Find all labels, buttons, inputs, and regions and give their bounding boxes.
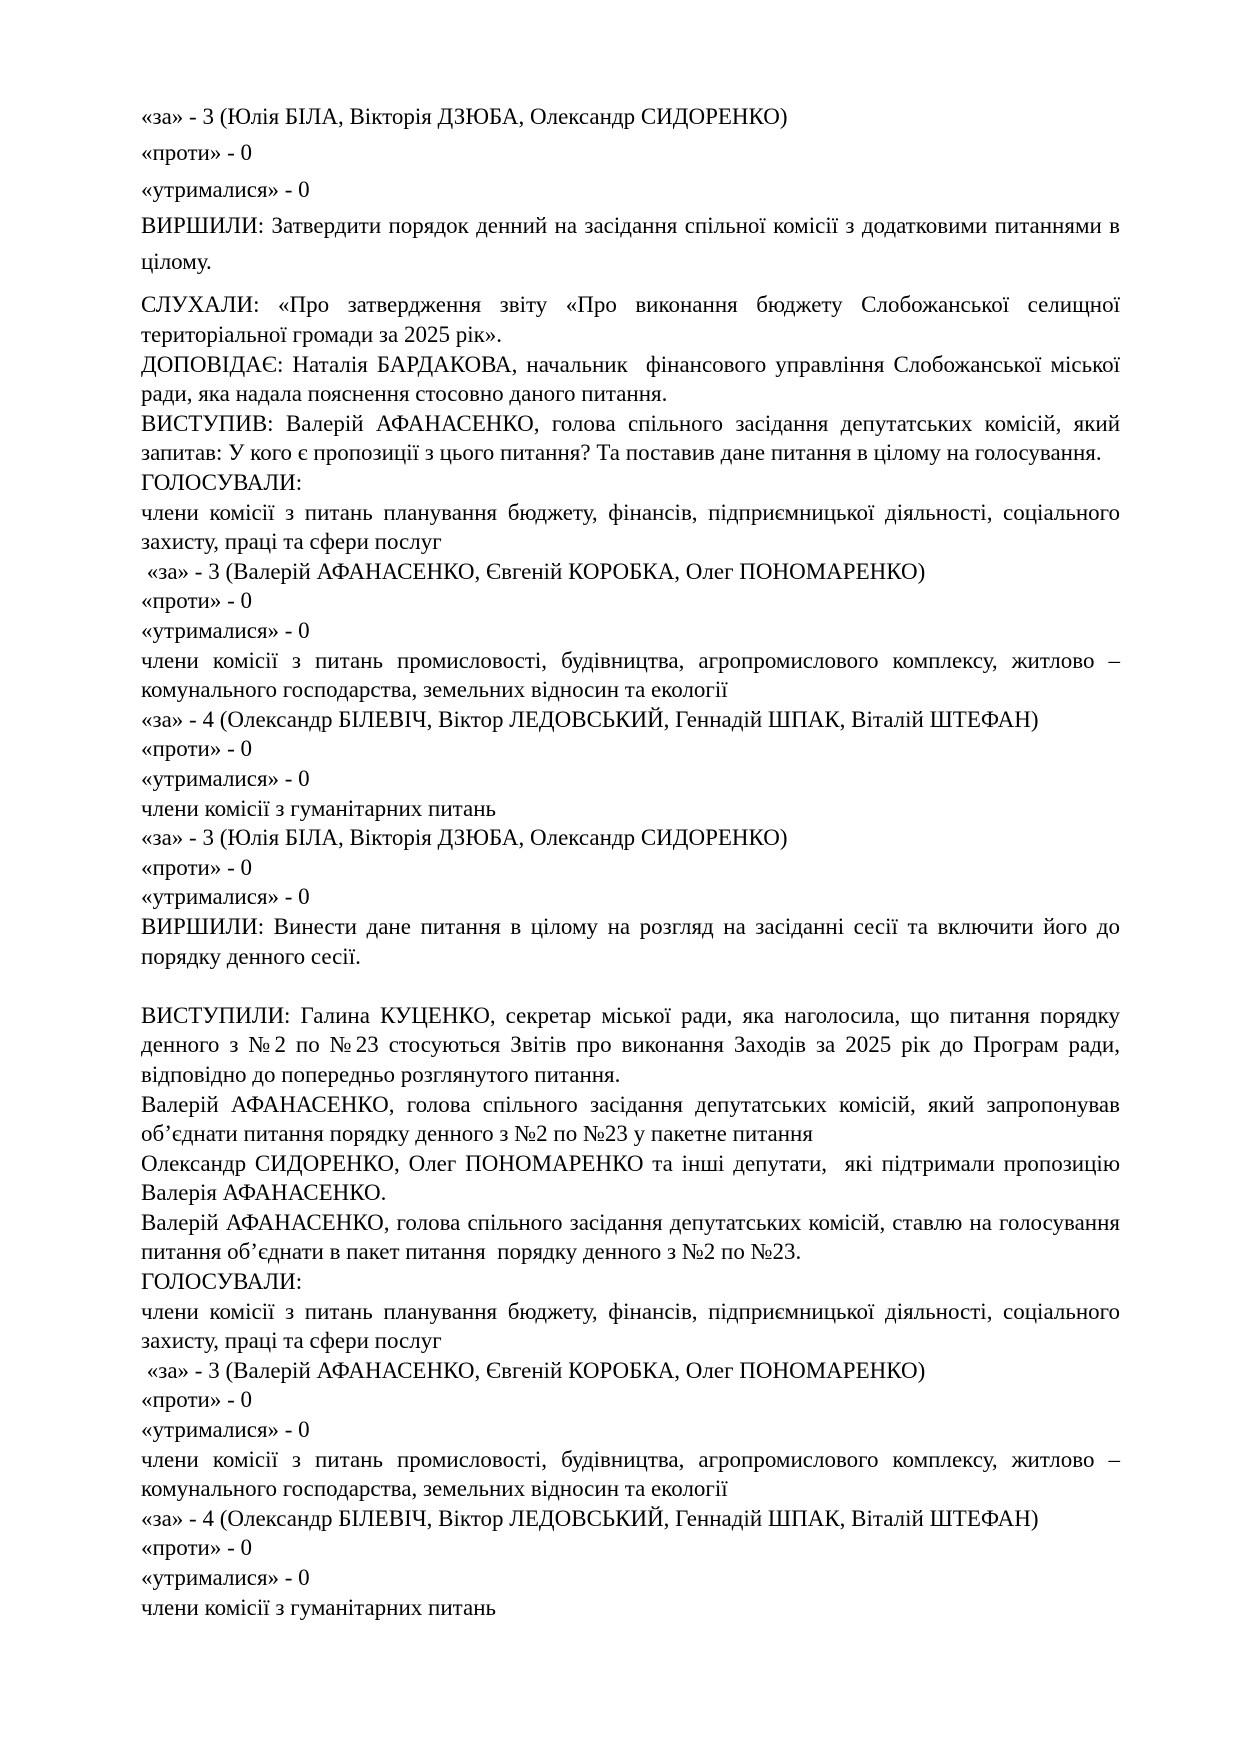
item2-commission-industry-line: члени комісії з питань промисловості, будівництва, агропромислового комплексу, житлово – комунального господарства, земельних відносин та екології bbox=[141, 1446, 1126, 1502]
agenda-vote-section bbox=[141, 99, 1126, 280]
item1-humanitarian-vote-proty-line: «проти» - 0 bbox=[141, 854, 253, 880]
item2-budget-vote-utrymalysia-line: «утрималися» - 0 bbox=[141, 1417, 310, 1443]
item1-voted-heading: ГОЛОСУВАЛИ: bbox=[141, 470, 303, 496]
item1-industry-vote-proty-line: «проти» - 0 bbox=[141, 736, 253, 762]
agenda-vote-utrymalysia-line: «утрималися» - 0 bbox=[141, 176, 310, 202]
blank-line bbox=[141, 971, 1120, 1001]
item1-commission-industry-line: члени комісії з питань промисловості, будівництва, агропромислового комплексу, житлово – комунального господарства, земельних відносин та екології bbox=[141, 647, 1126, 703]
item2-industry-vote-utrymalysia-line: «утрималися» - 0 bbox=[141, 1565, 310, 1591]
item2-budget-vote-proty-line: «проти» - 0 bbox=[141, 1387, 253, 1413]
agenda-resolution-paragraph: ВИРШИЛИ: Затвердити порядок денний на засідання спільної комісії з додатковими питаннями в цілому. bbox=[141, 212, 1126, 275]
item1-heard-paragraph: СЛУХАЛИ: «Про затвердження звіту «Про виконання бюджету Слобожанської селищної територіальної громади за 2025 рік». bbox=[141, 292, 1126, 348]
item1-commission-humanitarian-line: члени комісії з гуманітарних питань bbox=[141, 795, 497, 821]
item2-commission-budget-line: члени комісії з питань планування бюджету, фінансів, підприємницької діяльності, соціального захисту, праці та сфери послуг bbox=[141, 1298, 1126, 1354]
main-text-section bbox=[141, 290, 1126, 1622]
item1-industry-vote-utrymalysia-line: «утрималися» - 0 bbox=[141, 765, 310, 791]
item2-spoke-paragraph: ВИСТУПИЛИ: Галина КУЦЕНКО, секретар міської ради, яка наголосила, що питання порядку денного з №2 по №23 стосуються Звітів про виконання Заходів за 2025 рік до Програм ради, відповідно до попередньо розглянутого питання. bbox=[141, 1002, 1126, 1087]
item2-industry-vote-za-line: «за» - 4 (Олександр БІЛЕВІЧ, Віктор ЛЕДОВСЬКИЙ, Геннадій ШПАК, Віталій ШТЕФАН) bbox=[141, 1505, 1039, 1531]
item2-put-to-vote-paragraph: Валерій АФАНАСЕНКО, голова спільного засідання депутатських комісій, ставлю на голосування питання об’єднати в пакет питання порядку денного з №2 по №23. bbox=[141, 1209, 1126, 1265]
item1-reporter-paragraph: ДОПОВІДАЄ: Наталія БАРДАКОВА, начальник фінансового управління Слобожанської міської ради, яка надала пояснення стосовно даного питання. bbox=[141, 351, 1126, 407]
item1-budget-vote-za-line: «за» - 3 (Валерій АФАНАСЕНКО, Євгеній КОРОБКА, Олег ПОНОМАРЕНКО) bbox=[141, 558, 926, 584]
item1-humanitarian-vote-utrymalysia-line: «утрималися» - 0 bbox=[141, 884, 310, 910]
item1-resolution-paragraph: ВИРШИЛИ: Винести дане питання в цілому на розгляд на засіданні сесії та включити його до порядку денного сесії. bbox=[141, 913, 1126, 969]
item1-speaker-paragraph: ВИСТУПИВ: Валерій АФАНАСЕНКО, голова спільного засідання депутатських комісій, який запитав: У кого є пропозиції з цього питання? Та поставив дане питання в цілому на голосування. bbox=[141, 410, 1126, 466]
agenda-vote-proty-line: «проти» - 0 bbox=[141, 140, 253, 166]
agenda-vote-za-line: «за» - 3 (Юлія БІЛА, Вікторія ДЗЮБА, Олександр СИДОРЕНКО) bbox=[141, 104, 788, 129]
item1-industry-vote-za-line: «за» - 4 (Олександр БІЛЕВІЧ, Віктор ЛЕДОВСЬКИЙ, Геннадій ШПАК, Віталій ШТЕФАН) bbox=[141, 706, 1039, 732]
item2-commission-humanitarian-line: члени комісії з гуманітарних питань bbox=[141, 1594, 497, 1620]
item1-budget-vote-utrymalysia-line: «утрималися» - 0 bbox=[141, 618, 310, 644]
item2-budget-vote-za-line: «за» - 3 (Валерій АФАНАСЕНКО, Євгеній КОРОБКА, Олег ПОНОМАРЕНКО) bbox=[141, 1357, 926, 1383]
item2-support-paragraph: Олександр СИДОРЕНКО, Олег ПОНОМАРЕНКО та інші депутати, які підтримали пропозицію Валерія АФАНАСЕНКО. bbox=[141, 1150, 1126, 1206]
item1-budget-vote-proty-line: «проти» - 0 bbox=[141, 588, 253, 614]
item1-commission-budget-line: члени комісії з питань планування бюджету, фінансів, підприємницької діяльності, соціального захисту, праці та сфери послуг bbox=[141, 499, 1126, 555]
item2-voted-heading: ГОЛОСУВАЛИ: bbox=[141, 1269, 303, 1295]
item2-proposal-paragraph: Валерій АФАНАСЕНКО, голова спільного засідання депутатських комісій, який запропонував об’єднати питання порядку денного з №2 по №23 у пакетне питання bbox=[141, 1091, 1126, 1147]
item2-industry-vote-proty-line: «проти» - 0 bbox=[141, 1535, 253, 1561]
item1-humanitarian-vote-za-line: «за» - 3 (Юлія БІЛА, Вікторія ДЗЮБА, Олександр СИДОРЕНКО) bbox=[141, 825, 788, 851]
